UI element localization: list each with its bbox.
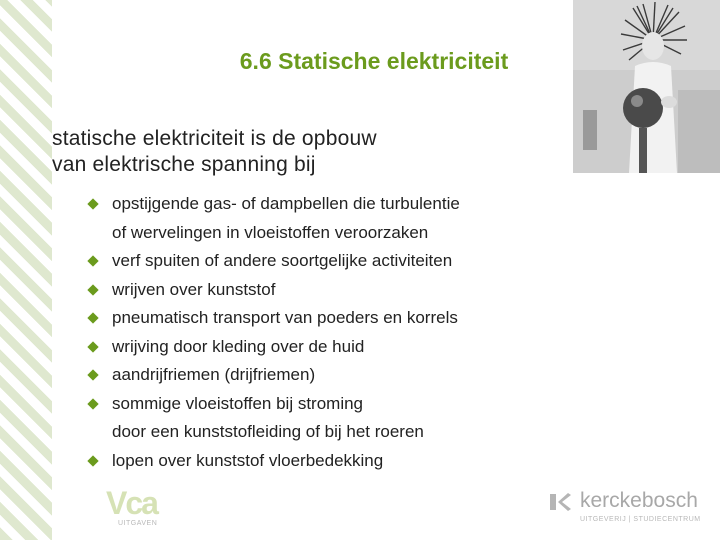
bullet-line: door een kunststofleiding of bij het roeren [112,422,424,441]
static-electricity-photo [573,0,720,173]
vca-logo [106,487,168,529]
list-item [86,390,546,447]
list-item [86,304,546,333]
bullet-line: pneumatisch transport van poeders en korrels [112,308,458,327]
intro-line: statische elektriciteit is de opbouw [52,127,377,150]
diamond-bullet-icon [87,398,98,409]
list-item [86,276,546,305]
bullet-line: aandrijfriemen (drijfriemen) [112,365,316,384]
list-item [86,361,546,390]
kerckebosch-name: kerckebosch [580,489,698,512]
bullet-list [86,190,546,475]
vca-logo-letters: Vca [106,485,157,521]
bullet-line: sommige vloeistoffen bij stroming [112,393,364,413]
bullet-line: of wervelingen in vloeistoffen veroorzaken [112,222,429,242]
list-item [86,190,546,247]
intro-text [52,126,472,178]
bullet-line: wrijving door kleding over de huid [112,336,365,356]
intro-line: van elektrische spanning bij [52,153,316,176]
diamond-bullet-icon [87,198,98,209]
list-item [86,247,546,276]
diamond-bullet-icon [87,312,98,323]
bullet-line: wrijven over kunststof [112,279,276,299]
slide-title: 6.6 Statische elektriciteit [239,48,509,74]
diamond-bullet-icon [87,284,98,295]
diamond-bullet-icon [87,369,98,380]
bullet-line: lopen over kunststof vloerbedekking [112,450,384,470]
bullet-line: verf spuiten of andere soortgelijke activiteiten [112,251,453,270]
kerckebosch-tagline: UITGEVERIJ | STUDIECENTRUM [580,516,701,523]
diamond-bullet-icon [87,255,98,266]
diamond-bullet-icon [87,341,98,352]
kerckebosch-logo [548,487,718,527]
decorative-stripes [0,0,52,540]
photo-illustration [573,0,720,173]
list-item [86,447,546,476]
bullet-line: opstijgende gas- of dampbellen die turbulentie [112,194,460,213]
vca-logo-subtitle: UITGAVEN [118,520,158,527]
kerckebosch-mark-icon [548,490,572,514]
list-item [86,333,546,362]
diamond-bullet-icon [87,455,98,466]
